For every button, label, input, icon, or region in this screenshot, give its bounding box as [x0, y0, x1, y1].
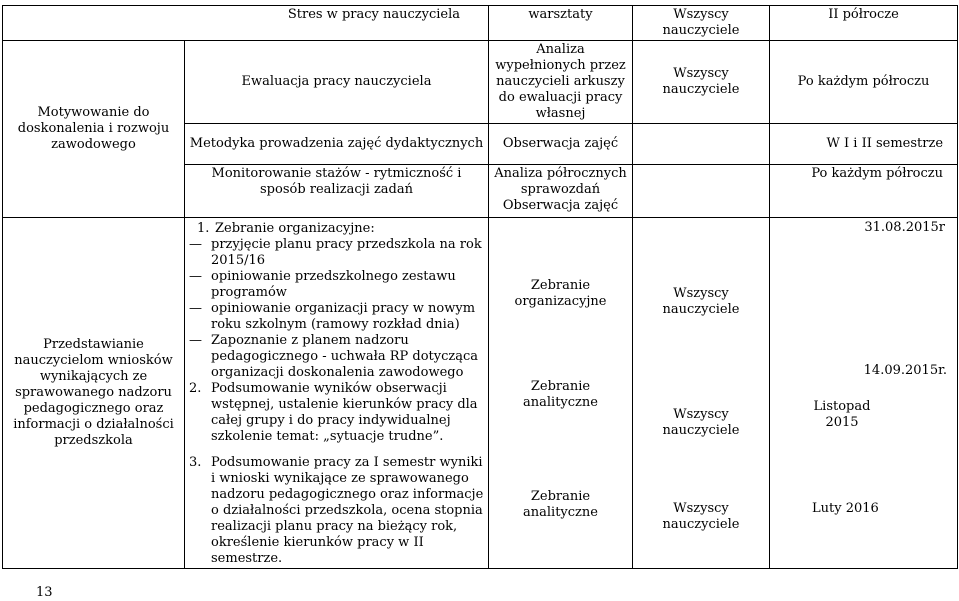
- s1-method-3-line2: Obserwacja zajęć: [502, 198, 619, 213]
- item2-who: Wszyscy nauczyciele: [662, 407, 740, 438]
- s1-method-2: Obserwacja zajęć: [489, 124, 633, 165]
- item3-when: Luty 2016: [812, 501, 879, 516]
- dash-icon: —: [189, 333, 202, 348]
- s1-method-1: Analiza wypełnionych przez nauczycieli arkuszy do ewaluacji pracy własnej: [489, 41, 633, 124]
- s1-who-2: [633, 124, 770, 165]
- dash-icon: —: [189, 237, 202, 252]
- s1-task-1: Ewaluacja pracy nauczyciela: [185, 41, 489, 124]
- item3-text: Podsumowanie pracy za I semestr wyniki i wnioski wynikające ze sprawowanego nadzoru pedagogicznego oraz informacje o działalności przedszkola, ocena stopnia realizacji planu pracy na bieżący rok, określenie kierunków pracy w II semestrze.: [211, 455, 484, 566]
- s1-when-3: Po każdym półroczu: [770, 165, 958, 218]
- item1-title: Zebranie organizacyjne:: [215, 221, 375, 236]
- header-row: [3, 6, 958, 41]
- section2-items: [185, 218, 489, 569]
- s1-when-1: Po każdym półroczu: [770, 41, 958, 124]
- s1-who-3: [633, 165, 770, 218]
- page-number: 13: [36, 585, 53, 600]
- item3-method: Zebranie analityczne: [523, 489, 598, 520]
- item2: [189, 381, 484, 445]
- dash-icon: —: [189, 269, 202, 284]
- section2-methods: [489, 218, 633, 569]
- item2-method: Zebranie analityczne: [523, 379, 598, 410]
- item1-when-1: 31.08.2015r: [864, 220, 946, 235]
- s1-task-2: Metodyka prowadzenia zajęć dydaktycznych: [185, 124, 489, 165]
- item3-num: 3.: [189, 455, 202, 470]
- section2-when: [770, 218, 958, 569]
- item1-who: Wszyscy nauczyciele: [662, 286, 740, 317]
- s1-when-2: W I i II semestrze: [770, 124, 958, 165]
- section1-title: Motywowanie do doskonalenia i rozwoju zawodowego: [3, 41, 185, 218]
- header-who: Wszyscy nauczyciele: [633, 6, 770, 41]
- item1-bullet-4: — Zapoznanie z planem nadzoru pedagogicznego - uchwała RP dotycząca organizacji doskonalenia zawodowego: [189, 333, 479, 380]
- spacer: [189, 445, 484, 455]
- supervision-plan-table: [2, 5, 958, 569]
- item3: [189, 455, 484, 567]
- header-form: warsztaty: [489, 6, 633, 41]
- item2-when: Listopad 2015: [813, 399, 871, 430]
- item1-bullet-2: — opiniowanie przedszkolnego zestawu programów: [189, 269, 456, 300]
- section1-row1: [3, 41, 958, 124]
- dash-icon: —: [189, 301, 202, 316]
- section2-title: Przedstawianie nauczycielom wniosków wynikających ze sprawowanego nadzoru pedagogicznego oraz informacji o działalności przedszkola: [3, 218, 185, 569]
- item2-num: 2.: [189, 381, 202, 396]
- s1-task-3: Monitorowanie stażów - rytmiczność i sposób realizacji zadań: [185, 165, 489, 218]
- item1-bullet-3: — opiniowanie organizacji pracy w nowym roku szkolnym (ramowy rozkład dnia): [189, 301, 476, 332]
- s1-who-1: Wszyscy nauczyciele: [633, 41, 770, 124]
- section2-who: [633, 218, 770, 569]
- item3-who: Wszyscy nauczyciele: [662, 501, 740, 532]
- item1-num: 1.: [197, 221, 210, 236]
- section2-row: [3, 218, 958, 569]
- header-when: II półrocze: [770, 6, 958, 41]
- header-topic: Stres w pracy nauczyciela: [3, 6, 489, 41]
- s1-method-3: [489, 165, 633, 218]
- item1-when-2: 14.09.2015r.: [863, 363, 948, 378]
- item2-text: Podsumowanie wyników obserwacji wstępnej, ustalenie kierunków pracy dla całej grupy i do pracy indywidualnej szkolenie temat: „sytuacje trudne”.: [211, 381, 478, 444]
- item1: [189, 221, 484, 237]
- item1-bullet-1: — przyjęcie planu pracy przedszkola na rok 2015/16: [189, 237, 482, 268]
- item1-method: Zebranie organizacyjne: [514, 278, 607, 309]
- s1-method-3-line1: Analiza półrocznych sprawozdań: [494, 166, 627, 197]
